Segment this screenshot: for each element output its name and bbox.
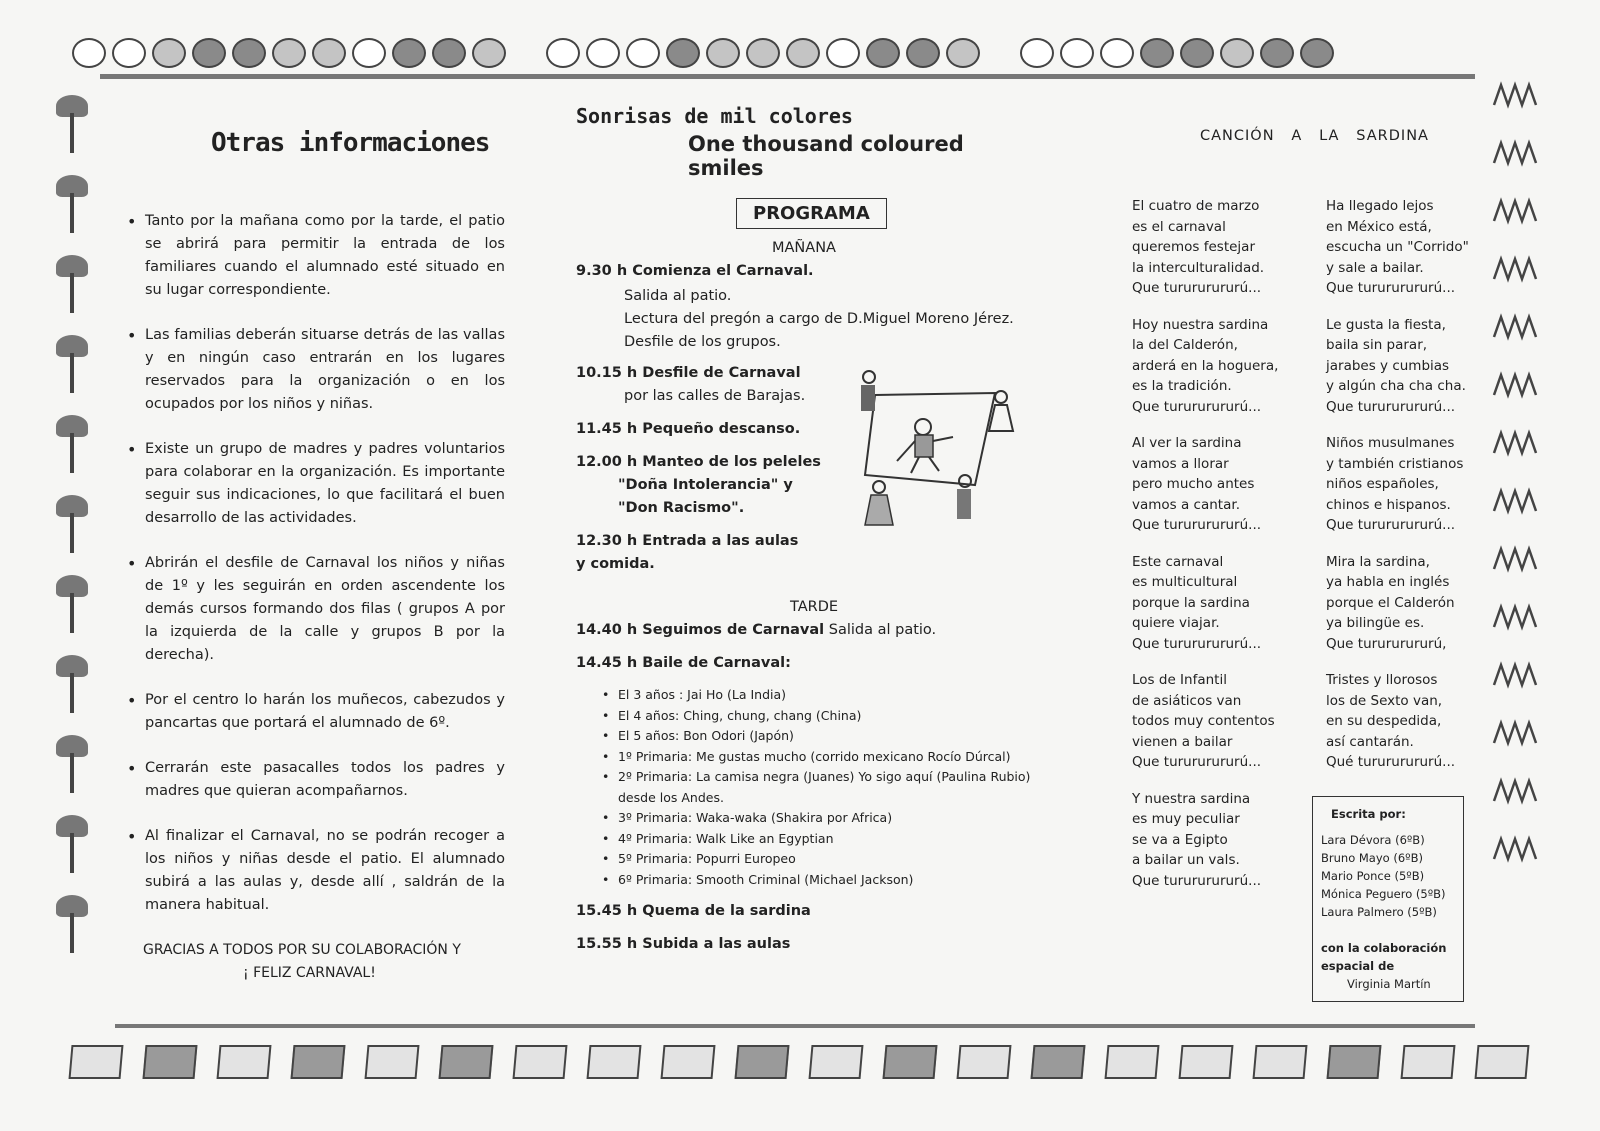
- zigzag-icon: [1492, 370, 1542, 400]
- zigzag-icon: [1492, 486, 1542, 516]
- schedule-afternoon: [576, 619, 1046, 675]
- zigzag-icon: [1492, 428, 1542, 458]
- doodle-oval-icon: [586, 38, 620, 68]
- schedule-detail: Salida al patio.: [624, 288, 732, 304]
- info-item: • Al finalizar el Carnaval, no se podrán recoger a los niños y niñas desde el patio. El alumnado subirá a las aulas y, desde allí , saldrán de la manera habitual.: [125, 825, 505, 917]
- zigzag-icon: [1492, 544, 1542, 574]
- schedule-detail: por las calles de Barajas.: [624, 388, 806, 404]
- song-column-2: [1326, 196, 1486, 789]
- schedule-time: 12.00 h Manteo de los peleles: [576, 454, 821, 470]
- doodle-oval-icon: [352, 38, 386, 68]
- title-spanish: Sonrisas de mil colores: [576, 104, 853, 128]
- song-stanza: Ha llegado lejos en México está, escucha un "Corrido" y sale a bailar. Que turururururú...: [1326, 198, 1469, 296]
- zigzag-icon: [1492, 196, 1542, 226]
- song-stanza: El cuatro de marzo es el carnaval queremos festejar la interculturalidad. Que turururururú...: [1132, 198, 1265, 296]
- collaboration-note: espacial de: [1321, 959, 1395, 973]
- top-rule: [100, 74, 1475, 79]
- info-item: • Cerrarán este pasacalles todos los padres y madres que quieran acompañarnos.: [125, 757, 505, 803]
- info-list: [125, 210, 505, 917]
- doodle-square-icon: [809, 1045, 864, 1079]
- song-title: CANCIÓN A LA SARDINA: [1200, 128, 1429, 144]
- authors-title: Escrita por:: [1331, 807, 1406, 821]
- bottom-rule: [115, 1024, 1475, 1028]
- info-item: • Tanto por la mañana como por la tarde, el patio se abrirá para permitir la entrada de los familiares cuando el alumnado esté situado en su lugar correspondiente.: [125, 210, 505, 302]
- doodle-oval-icon: [432, 38, 466, 68]
- doodle-square-icon: [365, 1045, 420, 1079]
- zigzag-icon: [1492, 834, 1542, 864]
- doodle-oval-icon: [232, 38, 266, 68]
- dance-item: • El 4 años: Ching, chung, chang (China): [600, 706, 1050, 727]
- collaboration-note: con la colaboración: [1321, 941, 1447, 955]
- doodle-oval-icon: [746, 38, 780, 68]
- schedule-time: 10.15 h Desfile de Carnaval: [576, 365, 801, 381]
- doodle-oval-icon: [1220, 38, 1254, 68]
- doodle-square-icon: [1253, 1045, 1308, 1079]
- doodle-oval-icon: [1100, 38, 1134, 68]
- doodle-oval-icon: [152, 38, 186, 68]
- song-stanza: Al ver la sardina vamos a llorar pero mucho antes vamos a cantar. Que turururururú...: [1132, 435, 1262, 533]
- doodle-square-icon: [1401, 1045, 1456, 1079]
- palm-tree-icon: [52, 255, 92, 313]
- palm-tree-icon: [52, 735, 92, 793]
- doodle-square-icon: [1031, 1045, 1086, 1079]
- info-item: • Por el centro lo harán los muñecos, cabezudos y pancartas que portará el alumnado de 6º.: [125, 689, 505, 735]
- schedule-detail: "Doña Intolerancia" y: [618, 477, 793, 493]
- dance-item: • 4º Primaria: Walk Like an Egyptian: [600, 829, 1050, 850]
- blanket-toss-illustration: [855, 365, 1020, 545]
- schedule-time: 15.45 h Quema de la sardina: [576, 903, 811, 919]
- doodle-oval-icon: [946, 38, 980, 68]
- doodle-oval-icon: [1060, 38, 1094, 68]
- right-side-decorations: [1492, 80, 1552, 864]
- palm-tree-icon: [52, 815, 92, 873]
- doodle-square-icon: [1105, 1045, 1160, 1079]
- schedule-detail: y comida.: [576, 556, 655, 572]
- zigzag-icon: [1492, 254, 1542, 284]
- palm-tree-icon: [52, 335, 92, 393]
- dance-item: • 3º Primaria: Waka-waka (Shakira por Africa): [600, 808, 1050, 829]
- author-name: Mónica Peguero (5ºB): [1321, 887, 1446, 901]
- zigzag-icon: [1492, 312, 1542, 342]
- palm-tree-icon: [52, 95, 92, 153]
- schedule-detail: "Don Racismo".: [618, 500, 745, 516]
- author-name: Mario Ponce (5ºB): [1321, 869, 1425, 883]
- doodle-square-icon: [217, 1045, 272, 1079]
- doodle-oval-icon: [112, 38, 146, 68]
- zigzag-icon: [1492, 660, 1542, 690]
- zigzag-icon: [1492, 602, 1542, 632]
- schedule-time: 15.55 h Subida a las aulas: [576, 936, 791, 952]
- doodle-square-icon: [735, 1045, 790, 1079]
- zigzag-icon: [1492, 138, 1542, 168]
- schedule-time: 14.45 h Baile de Carnaval:: [576, 655, 791, 671]
- author-name: Lara Dévora (6ºB): [1321, 833, 1425, 847]
- song-section: [1130, 128, 1470, 144]
- doodle-oval-icon: [1180, 38, 1214, 68]
- dance-item: • El 3 años : Jai Ho (La India): [600, 685, 1050, 706]
- palm-tree-icon: [52, 495, 92, 553]
- dance-item: • El 5 años: Bon Odori (Japón): [600, 726, 1050, 747]
- doodle-oval-icon: [626, 38, 660, 68]
- doodle-oval-icon: [906, 38, 940, 68]
- doodle-oval-icon: [392, 38, 426, 68]
- palm-tree-icon: [52, 895, 92, 953]
- info-item: • Abrirán el desfile de Carnaval los niños y niñas de 1º y les seguirán en orden ascendente los demás cursos formando dos filas ( grupos A por la izquierda de la calle y grupos B por la derecha).: [125, 552, 505, 667]
- top-decorative-border: [72, 38, 1340, 68]
- schedule-time: 12.30 h Entrada a las aulas: [576, 533, 799, 549]
- doodle-oval-icon: [272, 38, 306, 68]
- schedule-time: 9.30 h Comienza el Carnaval.: [576, 263, 814, 279]
- song-stanza: Tristes y llorosos los de Sexto van, en su despedida, así cantarán. Qué turururururú...: [1326, 672, 1456, 770]
- doodle-oval-icon: [1140, 38, 1174, 68]
- doodle-oval-icon: [546, 38, 580, 68]
- tarde-heading: TARDE: [790, 599, 839, 615]
- doodle-oval-icon: [1260, 38, 1294, 68]
- doodle-square-icon: [143, 1045, 198, 1079]
- left-side-decorations: [52, 95, 112, 953]
- author-name: Laura Palmero (5ºB): [1321, 905, 1437, 919]
- doodle-oval-icon: [1020, 38, 1054, 68]
- dance-item: • 1º Primaria: Me gustas mucho (corrido mexicano Rocío Dúrcal): [600, 747, 1050, 768]
- left-column: [125, 128, 505, 985]
- doodle-oval-icon: [706, 38, 740, 68]
- doodle-oval-icon: [472, 38, 506, 68]
- doodle-square-icon: [439, 1045, 494, 1079]
- song-column-1: [1132, 196, 1322, 907]
- dance-item: • 2º Primaria: La camisa negra (Juanes) Yo sigo aquí (Paulina Rubio) desde los Andes.: [600, 767, 1050, 808]
- doodle-oval-icon: [72, 38, 106, 68]
- doodle-square-icon: [883, 1045, 938, 1079]
- doodle-square-icon: [291, 1045, 346, 1079]
- doodle-square-icon: [661, 1045, 716, 1079]
- doodle-oval-icon: [192, 38, 226, 68]
- doodle-square-icon: [957, 1045, 1012, 1079]
- bottom-decorative-border: [70, 1045, 1550, 1079]
- doodle-oval-icon: [826, 38, 860, 68]
- doodle-square-icon: [513, 1045, 568, 1079]
- collaborator-name: Virginia Martín: [1347, 977, 1431, 991]
- schedule-time: 11.45 h Pequeño descanso.: [576, 421, 801, 437]
- schedule-time: 14.40 h Seguimos de Carnaval Salida al patio.: [576, 622, 937, 638]
- palm-tree-icon: [52, 655, 92, 713]
- zigzag-icon: [1492, 718, 1542, 748]
- doodle-oval-icon: [786, 38, 820, 68]
- programa-label: PROGRAMA: [736, 198, 887, 229]
- info-item: • Existe un grupo de madres y padres voluntarios para colaborar en la organización. Es importante seguir sus indicaciones, lo que facilitará el buen desarrollo de las actividades.: [125, 438, 505, 530]
- song-stanza: Los de Infantil de asiáticos van todos muy contentos vienen a bailar Que turururururú...: [1132, 672, 1275, 770]
- manana-heading: MAÑANA: [772, 240, 836, 256]
- doodle-oval-icon: [866, 38, 900, 68]
- dance-item: • 5º Primaria: Popurri Europeo: [600, 849, 1050, 870]
- schedule-afternoon-end: [576, 900, 1046, 956]
- palm-tree-icon: [52, 575, 92, 633]
- zigzag-icon: [1492, 776, 1542, 806]
- authors-box: [1312, 796, 1464, 1002]
- thanks-line: GRACIAS A TODOS POR SU COLABORACIÓN Y: [143, 942, 461, 958]
- info-item: • Las familias deberán situarse detrás de las vallas y en ningún caso entrarán en los lugares reservados para la organización o en los ocupados por los niños y niñas.: [125, 324, 505, 416]
- thanks-line: ¡ FELIZ CARNAVAL!: [243, 965, 376, 981]
- song-stanza: Le gusta la fiesta, baila sin parar, jarabes y cumbias y algún cha cha cha. Que turururururú...: [1326, 316, 1466, 415]
- thanks-message: [143, 939, 505, 985]
- song-stanza: Hoy nuestra sardina la del Calderón, arderá en la hoguera, es la tradición. Que turururururú...: [1132, 316, 1279, 415]
- doodle-square-icon: [1327, 1045, 1382, 1079]
- doodle-square-icon: [69, 1045, 124, 1079]
- song-stanza: Niños musulmanes y también cristianos niños españoles, chinos e hispanos. Que turururururú...: [1326, 435, 1464, 533]
- author-name: Bruno Mayo (6ºB): [1321, 851, 1423, 865]
- schedule-detail: Desfile de los grupos.: [624, 334, 781, 350]
- palm-tree-icon: [52, 415, 92, 473]
- doodle-oval-icon: [1300, 38, 1334, 68]
- section-title: Otras informaciones: [211, 128, 490, 158]
- song-stanza: Mira la sardina, ya habla en inglés porque el Calderón ya bilingüe es. Que turururururú,: [1326, 553, 1455, 652]
- doodle-oval-icon: [312, 38, 346, 68]
- dance-list: [600, 685, 1050, 890]
- song-stanza: Este carnaval es multicultural porque la sardina quiere viajar. Que turururururú...: [1132, 553, 1262, 652]
- palm-tree-icon: [52, 175, 92, 233]
- song-stanza: Y nuestra sardina es muy peculiar se va a Egipto a bailar un vals. Que turururururú...: [1132, 790, 1262, 889]
- doodle-square-icon: [587, 1045, 642, 1079]
- doodle-oval-icon: [666, 38, 700, 68]
- title-english: One thousand coloured smiles: [688, 132, 964, 180]
- schedule-detail: Lectura del pregón a cargo de D.Miguel Moreno Jérez.: [624, 311, 1014, 327]
- dance-item: • 6º Primaria: Smooth Criminal (Michael Jackson): [600, 870, 1050, 891]
- doodle-square-icon: [1179, 1045, 1234, 1079]
- zigzag-icon: [1492, 80, 1542, 110]
- doodle-square-icon: [1475, 1045, 1530, 1079]
